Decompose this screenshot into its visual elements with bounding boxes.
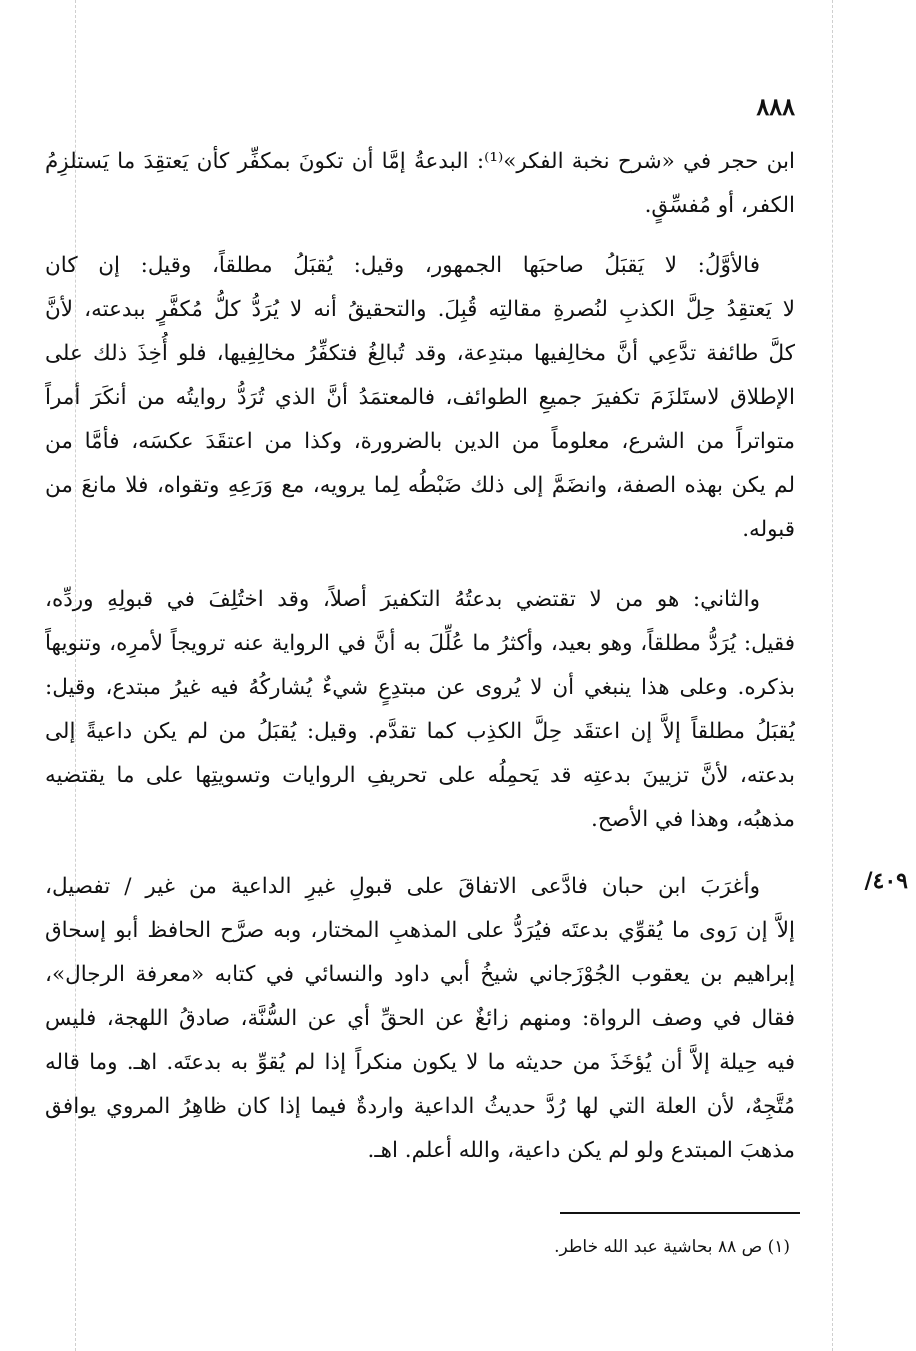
text-line: وأغرَبَ ابن حبان فادَّعى الاتفاقَ على قبولِ غيرِ الداعية من غير / تفصيل، [45, 874, 760, 899]
text-line: فقيل: يُرَدُّ مطلقاً، وهو بعيد، وأكثرُ ما عُلِّلَ به أنَّ في الرواية عنه ترويجاً لأمرِه، وتنويهاً [45, 631, 795, 656]
text-line: لا يَعتقِدُ حِلَّ الكذبِ لنُصرةِ مقالتِه قُبِلَ. والتحقيقُ أنه لا يُرَدُّ كلُّ مُكفَّرٍ ببدعته، لأنَّ [45, 297, 795, 322]
text-line: لم يكن بهذه الصفة، وانضَمَّ إلى ذلك ضَبْطُه لِما يرويه، مع وَرَعِهِ وتقواه، فلا مانعَ من [45, 473, 795, 498]
text-line: كلَّ طائفة تدَّعِي أنَّ مخالِفيها مبتدِعة، وقد تُبالِغُ فتكفِّرُ مخالِفِيها، فلو أُخِذَ ذلك على [45, 341, 795, 366]
text-line: بذكره. وعلى هذا ينبغي أن لا يُروى عن مبتدِعٍ شيءٌ يُشاركُهُ فيه غيرُ مبتدع، وقيل: [45, 675, 795, 700]
page-number: ٨٨٨ [756, 92, 795, 121]
paragraph-3 [45, 578, 795, 842]
text-line: ابن حجر في «شرح نخبة الفكر»⁽¹⁾: البدعةُ إمَّا أن تكونَ بمكفِّر كأن يَعتقِدَ ما يَستلزِمُ [45, 149, 795, 174]
text-line: يُقبَلُ مطلقاً إلاَّ إن اعتقَد حِلَّ الكذِب كما تقدَّم. وقيل: يُقبَلُ من لم يكن داعيةً إلى [45, 719, 795, 744]
margin-page-reference: ٤٠٩/ [864, 868, 908, 894]
scan-guide-right [832, 0, 833, 1351]
text-line: مُتَّجِهٌ، لأن العلة التي لها رُدَّ حديثُ الداعية واردةٌ فيما إذا كان ظاهِرُ المروي يوافق [45, 1094, 795, 1119]
paragraph-1 [45, 140, 795, 228]
text-line: فقال في وصف الرواة: ومنهم زائغٌ عن الحقِّ أي عن السُّنَّة، صادقُ اللهجة، فليس [45, 1006, 795, 1031]
text-line: بدعته، لأنَّ تزيينَ بدعتِه قد يَحمِلُه على تحريفِ الروايات وتسويتِها على ما يقتضيه [45, 763, 795, 788]
text-line: متواتراً من الشرع، معلوماً من الدين بالضرورة، وكذا من اعتقَدَ عكسَه، فأمَّا من [45, 429, 795, 454]
text-line: إبراهيم بن يعقوب الجُوْزَجاني شيخُ أبي داود والنسائي في كتابه «معرفة الرجال»، [45, 962, 795, 987]
paragraph-2 [45, 244, 795, 552]
text-line: والثاني: هو من لا تقتضي بدعتُهُ التكفيرَ أصلاً، وقد اختُلِفَ في قبولِهِ وردِّه، [45, 587, 760, 612]
text-line: إلاَّ إن رَوى ما يُقوِّي بدعتَه فيُرَدُّ على المذهبِ المختار، وبه صرَّح الحافظ أبو إسحاق [45, 918, 795, 943]
text-line: فالأوَّلُ: لا يَقبَلُ صاحبَها الجمهور، وقيل: يُقبَلُ مطلقاً، وقيل: إن كان [45, 253, 760, 278]
text-line: الإطلاق لاستَلزَمَ تكفيرَ جميعِ الطوائف، فالمعتمَدُ أنَّ الذي تُرَدُّ روايتُه من أنكَرَ أمراً [45, 385, 795, 410]
text-line: الكفر، أو مُفسِّقٍ. [644, 193, 795, 218]
text-line: قبوله. [742, 517, 795, 542]
footnote: (١) ص ٨٨ بحاشية عبد الله خاطر. [554, 1237, 790, 1257]
text-line: مذهبُه، وهذا في الأصح. [591, 807, 795, 832]
text-line: مذهبَ المبتدع ولو لم يكن داعية، والله أعلم. اهـ. [367, 1138, 795, 1163]
text-line: فيه حِيلة إلاَّ أن يُؤخَذَ من حديثه ما لا يكون منكراً إذا لم يُقوِّ به بدعتَه. اهـ. وما قاله [45, 1050, 795, 1075]
paragraph-4 [45, 865, 795, 1173]
footnote-divider [560, 1212, 800, 1214]
